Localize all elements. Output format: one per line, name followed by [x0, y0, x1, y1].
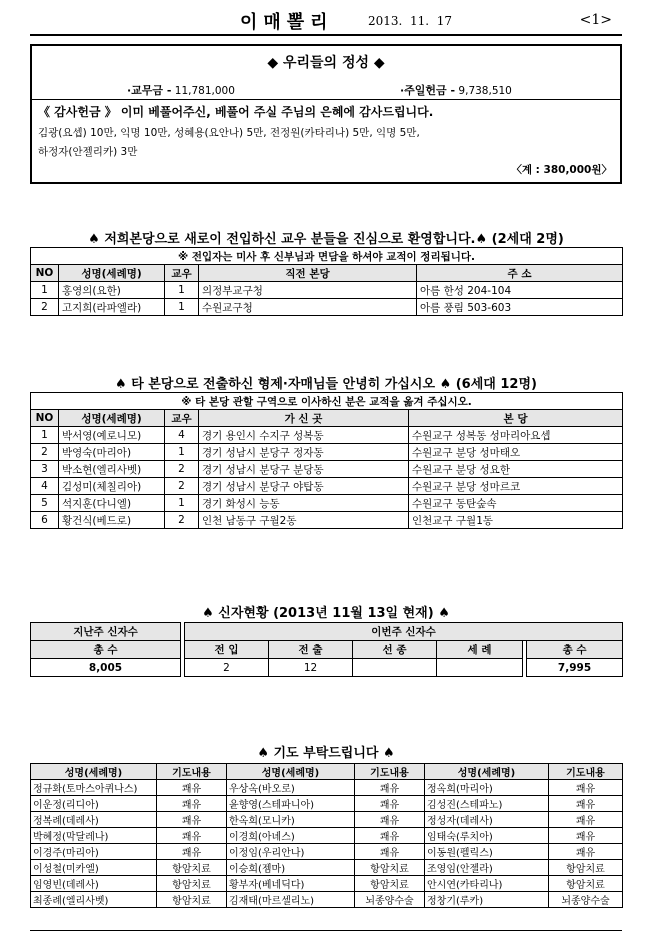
transfer-in-col-header: NO	[31, 265, 59, 282]
out-value: 12	[269, 659, 353, 677]
table-row	[31, 427, 623, 444]
bulletin-date: 2013. 11. 17	[368, 14, 452, 28]
transfer-out-cell: 경기 화성시 능동	[199, 495, 409, 512]
prayer-cell: 쾌유	[355, 796, 425, 812]
prayer-cell: 쾌유	[355, 812, 425, 828]
prayer-cell: 쾌유	[549, 812, 623, 828]
prayer-cell: 임영빈(데레사)	[31, 876, 157, 892]
prayer-cell: 쾌유	[157, 780, 227, 796]
prayer-cell: 조영임(안젤라)	[425, 860, 549, 876]
donor-list	[38, 124, 598, 162]
prayer-cell: 쾌유	[157, 812, 227, 828]
prayer-cell: 뇌종양수술	[549, 892, 623, 908]
transfer-out-cell: 1	[31, 427, 59, 444]
prayer-cell: 임태숙(루치아)	[425, 828, 549, 844]
transfer-in-title: ♠ 저희본당으로 새로이 전입하신 교우 분들을 진심으로 환영합니다.♠ (2세대 2명)	[88, 232, 564, 247]
transfer-out-cell: 6	[31, 512, 59, 529]
table-row	[31, 299, 623, 316]
transfer-in-col-header: 주 소	[417, 265, 623, 282]
table-row	[31, 828, 623, 844]
last-total-value: 8,005	[31, 659, 181, 677]
prayer-cell: 김재태(마르셀리노)	[227, 892, 355, 908]
transfer-in-cell: 1	[165, 299, 199, 316]
sunday-offering	[400, 82, 512, 98]
table-row	[31, 860, 623, 876]
transfer-out-cell: 경기 성남시 분당구 야탑동	[199, 478, 409, 495]
prayer-cell: 이경주(마리아)	[31, 844, 157, 860]
table-row	[31, 478, 623, 495]
prayer-cell: 정규화(토마스아퀴나스)	[31, 780, 157, 796]
table-row	[31, 444, 623, 461]
table-row	[31, 892, 623, 908]
transfer-out-title: ♠ 타 본당으로 전출하신 형제·자매님들 안녕히 가십시오 ♠ (6세대 12명)	[115, 377, 537, 392]
last-week-header: 지난주 신자수	[31, 623, 181, 641]
page-header	[30, 6, 622, 36]
prayer-cell: 항암치료	[157, 860, 227, 876]
transfer-in-cell: 아름 한성 204-104	[417, 282, 623, 299]
prayer-cell: 쾌유	[157, 844, 227, 860]
transfer-out-note: ※ 타 본당 관할 구역으로 이사하신 분은 교적을 옮겨 주십시오.	[31, 393, 623, 410]
prayer-cell: 쾌유	[549, 796, 623, 812]
prayer-col-header: 성명(세례명)	[227, 764, 355, 780]
transfer-out-cell: 석지훈(다니엘)	[59, 495, 165, 512]
prayer-cell: 이동원(펠릭스)	[425, 844, 549, 860]
prayer-cell: 쾌유	[355, 844, 425, 860]
transfer-in-cell: 1	[31, 282, 59, 299]
prayer-col-header: 기도내용	[157, 764, 227, 780]
prayer-col-header: 기도내용	[549, 764, 623, 780]
table-row	[31, 461, 623, 478]
transfer-out-cell: 인천 남동구 구월2동	[199, 512, 409, 529]
last-total-label: 총 수	[31, 641, 181, 659]
table-row	[31, 495, 623, 512]
offering-box	[30, 44, 622, 184]
transfer-out-cell: 1	[165, 444, 199, 461]
out-label: 전 출	[269, 641, 353, 659]
bapt-value	[437, 659, 523, 677]
prayer-cell: 쾌유	[355, 780, 425, 796]
prayer-col-header: 성명(세례명)	[31, 764, 157, 780]
this-total-label: 총 수	[527, 641, 623, 659]
in-value: 2	[185, 659, 269, 677]
transfer-out-cell: 박서영(예로니모)	[59, 427, 165, 444]
table-row	[31, 512, 623, 529]
prayer-cell: 쾌유	[157, 796, 227, 812]
transfer-out-col-header: 성명(세례명)	[59, 410, 165, 427]
bulletin-title: 이매뽈리	[240, 12, 334, 33]
conv-value	[353, 659, 437, 677]
prayer-cell: 쾌유	[549, 844, 623, 860]
transfer-out-cell: 수원교구 분당 성요한	[409, 461, 623, 478]
prayer-cell: 항암치료	[355, 876, 425, 892]
transfer-in-col-header: 직전 본당	[199, 265, 417, 282]
prayer-cell: 윤향영(스테파니아)	[227, 796, 355, 812]
prayer-cell: 이승희(젬마)	[227, 860, 355, 876]
transfer-out-col-header: 교우	[165, 410, 199, 427]
prayer-cell: 이경희(아녜스)	[227, 828, 355, 844]
prayer-cell: 안시연(카타리나)	[425, 876, 549, 892]
prayer-cell: 항암치료	[157, 892, 227, 908]
prayer-cell: 이정임(우리안나)	[227, 844, 355, 860]
stats-table	[30, 622, 623, 677]
transfer-out-cell: 2	[165, 478, 199, 495]
transfer-out-cell: 2	[31, 444, 59, 461]
prayer-cell: 뇌종양수술	[355, 892, 425, 908]
thanks-total: 〈계 : 380,000원〉	[511, 164, 612, 176]
transfer-out-cell: 황건식(베드로)	[59, 512, 165, 529]
donor-line: 하정자(안젤리카) 3만	[38, 146, 138, 158]
table-row	[31, 844, 623, 860]
transfer-in-col-header: 교우	[165, 265, 199, 282]
prayer-cell: 이성철(미카엘)	[31, 860, 157, 876]
transfer-in-cell: 2	[31, 299, 59, 316]
prayer-col-header: 기도내용	[355, 764, 425, 780]
table-row	[31, 812, 623, 828]
general-dues-value: 11,781,000	[174, 85, 235, 97]
offering-title: ◆ 우리들의 정성 ◆	[267, 55, 385, 71]
transfer-out-cell: 2	[165, 461, 199, 478]
page-number: <1>	[579, 12, 612, 28]
prayer-cell: 항암치료	[549, 860, 623, 876]
in-label: 전 입	[185, 641, 269, 659]
transfer-in-cell: 수원교구청	[199, 299, 417, 316]
prayer-cell: 항암치료	[157, 876, 227, 892]
table-row	[31, 780, 623, 796]
footer-line	[30, 930, 622, 931]
transfer-out-cell: 박소현(엘리사벳)	[59, 461, 165, 478]
prayer-table	[30, 763, 623, 908]
transfer-out-cell: 김성미(체칠리아)	[59, 478, 165, 495]
transfer-out-cell: 4	[31, 478, 59, 495]
transfer-out-cell: 3	[31, 461, 59, 478]
general-dues	[127, 82, 235, 98]
offering-divider	[32, 99, 620, 100]
table-row	[31, 796, 623, 812]
table-row	[31, 876, 623, 892]
prayer-cell: 쾌유	[157, 828, 227, 844]
transfer-in-cell: 홍영의(요한)	[59, 282, 165, 299]
this-week-header: 이번주 신자수	[185, 623, 623, 641]
transfer-out-cell: 2	[165, 512, 199, 529]
sunday-offering-value: 9,738,510	[458, 85, 512, 97]
transfer-out-cell: 수원교구 분당 성마태오	[409, 444, 623, 461]
transfer-out-cell: 수원교구 분당 성마르코	[409, 478, 623, 495]
prayer-cell: 정옥희(마리아)	[425, 780, 549, 796]
transfer-out-cell: 1	[165, 495, 199, 512]
transfer-out-cell: 경기 성남시 분당구 정자동	[199, 444, 409, 461]
transfer-in-table	[30, 247, 623, 316]
donor-line: 김광(요셉) 10만, 익명 10만, 성혜용(요안나) 5만, 전정원(카타리나) 5만, 익명 5만,	[38, 127, 420, 139]
stats-title: ♠ 신자현황 (2013년 11월 13일 현재) ♠	[202, 606, 450, 621]
transfer-in-cell: 의정부교구청	[199, 282, 417, 299]
transfer-in-cell: 1	[165, 282, 199, 299]
prayer-cell: 쾌유	[549, 828, 623, 844]
transfer-in-cell: 고지희(라파엘라)	[59, 299, 165, 316]
conv-label: 선 종	[353, 641, 437, 659]
prayer-cell: 항암치료	[355, 860, 425, 876]
transfer-out-cell: 수원교구 성복동 성마리아요셉	[409, 427, 623, 444]
bapt-label: 세 례	[437, 641, 523, 659]
transfer-in-cell: 아름 풍림 503-603	[417, 299, 623, 316]
transfer-in-note: ※ 전입자는 미사 후 신부님과 면담을 하셔야 교적이 정리됩니다.	[31, 248, 623, 265]
transfer-out-cell: 5	[31, 495, 59, 512]
table-row	[31, 282, 623, 299]
transfer-out-cell: 수원교구 동탄숲속	[409, 495, 623, 512]
transfer-in-col-header: 성명(세례명)	[59, 265, 165, 282]
prayer-title: ♠ 기도 부탁드립니다 ♠	[257, 746, 395, 761]
prayer-cell: 항암치료	[549, 876, 623, 892]
transfer-out-cell: 경기 용인시 수지구 성복동	[199, 427, 409, 444]
prayer-cell: 이운정(리디아)	[31, 796, 157, 812]
transfer-out-cell: 경기 성남시 분당구 분당동	[199, 461, 409, 478]
prayer-cell: 박혜정(막달레나)	[31, 828, 157, 844]
transfer-out-col-header: 본 당	[409, 410, 623, 427]
transfer-out-cell: 4	[165, 427, 199, 444]
prayer-cell: 김성진(스테파노)	[425, 796, 549, 812]
prayer-cell: 한옥희(모니카)	[227, 812, 355, 828]
prayer-cell: 정창기(루카)	[425, 892, 549, 908]
prayer-cell: 쾌유	[549, 780, 623, 796]
transfer-out-col-header: NO	[31, 410, 59, 427]
prayer-cell: 정성자(데레사)	[425, 812, 549, 828]
transfer-out-col-header: 가 신 곳	[199, 410, 409, 427]
transfer-out-cell: 박영숙(마리아)	[59, 444, 165, 461]
prayer-cell: 쾌유	[355, 828, 425, 844]
general-dues-label: ·교무금 -	[127, 84, 172, 97]
thanks-heading: 《 감사헌금 》 이미 베풀어주신, 베풀어 주실 주님의 은혜에 감사드립니다.	[38, 105, 434, 119]
transfer-out-cell: 인천교구 구월1동	[409, 512, 623, 529]
this-total-value: 7,995	[527, 659, 623, 677]
prayer-col-header: 성명(세례명)	[425, 764, 549, 780]
transfer-out-table	[30, 392, 623, 529]
prayer-cell: 황부자(베네딕다)	[227, 876, 355, 892]
prayer-cell: 최종례(엘리사벳)	[31, 892, 157, 908]
prayer-cell: 정복례(데레사)	[31, 812, 157, 828]
prayer-cell: 우상옥(바오로)	[227, 780, 355, 796]
sunday-offering-label: ·주일헌금 -	[400, 84, 456, 97]
